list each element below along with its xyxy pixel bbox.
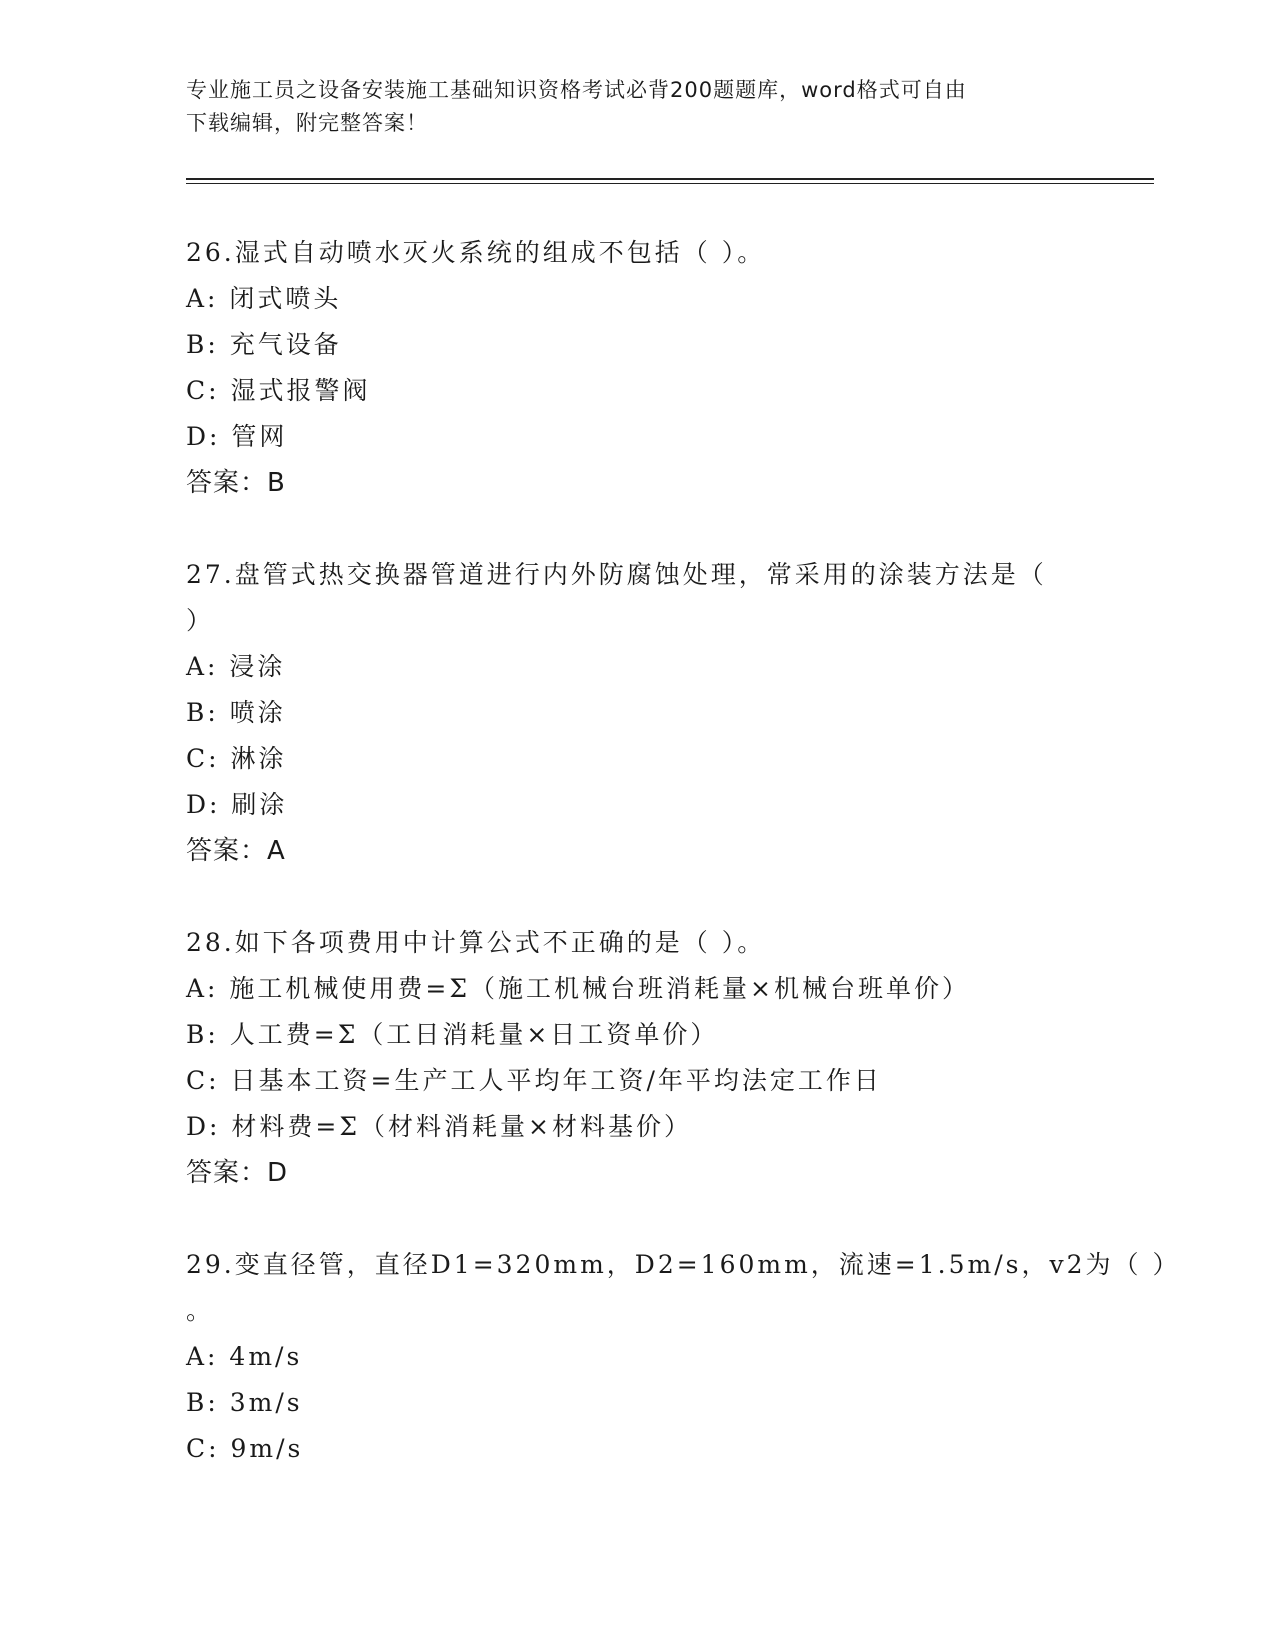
option-c: C: 9m/s	[186, 1434, 304, 1463]
question-29	[186, 1242, 1181, 1472]
option-d: D: 刷涂	[186, 790, 288, 819]
document-header	[186, 74, 1086, 140]
question-stem: 28.如下各项费用中计算公式不正确的是（ ）。	[186, 928, 766, 957]
option-b: B: 3m/s	[186, 1388, 303, 1417]
question-stem: 27.盘管式热交换器管道进行内外防腐蚀处理，常采用的涂装方法是（	[186, 560, 1047, 589]
header-divider-thin	[186, 183, 1154, 184]
question-28	[186, 920, 1086, 1196]
answer: 答案：A	[186, 836, 286, 866]
question-stem: 26.湿式自动喷水灭火系统的组成不包括（ ）。	[186, 238, 766, 267]
option-a: A: 浸涂	[186, 652, 286, 681]
option-b: B: 喷涂	[186, 698, 286, 727]
option-a: A: 施工机械使用费=Σ（施工机械台班消耗量×机械台班单价）	[186, 974, 970, 1003]
question-stem: 29.变直径管，直径D1=320mm，D2=160mm，流速=1.5m/s，v2为（ ）	[186, 1250, 1181, 1279]
option-a: A: 闭式喷头	[186, 284, 342, 313]
question-27	[186, 552, 1086, 874]
header-line-2: 下载编辑，附完整答案！	[186, 111, 428, 135]
option-b: B: 充气设备	[186, 330, 342, 359]
question-26	[186, 230, 1086, 506]
question-stem-continued: ）	[186, 606, 215, 635]
option-c: C: 湿式报警阀	[186, 376, 371, 405]
option-c: C: 淋涂	[186, 744, 287, 773]
answer: 答案：D	[186, 1158, 289, 1188]
option-c: C: 日基本工资=生产工人平均年工资/年平均法定工作日	[186, 1066, 882, 1095]
option-b: B: 人工费=Σ（工日消耗量×日工资单价）	[186, 1020, 719, 1049]
option-a: A: 4m/s	[186, 1342, 303, 1371]
option-d: D: 材料费=Σ（材料消耗量×材料基价）	[186, 1112, 692, 1141]
header-divider-thick	[186, 178, 1154, 180]
answer: 答案：B	[186, 468, 286, 498]
option-d: D: 管网	[186, 422, 288, 451]
header-line-1: 专业施工员之设备安装施工基础知识资格考试必背200题题库，word格式可自由	[186, 78, 967, 102]
question-stem-continued: 。	[186, 1296, 215, 1325]
